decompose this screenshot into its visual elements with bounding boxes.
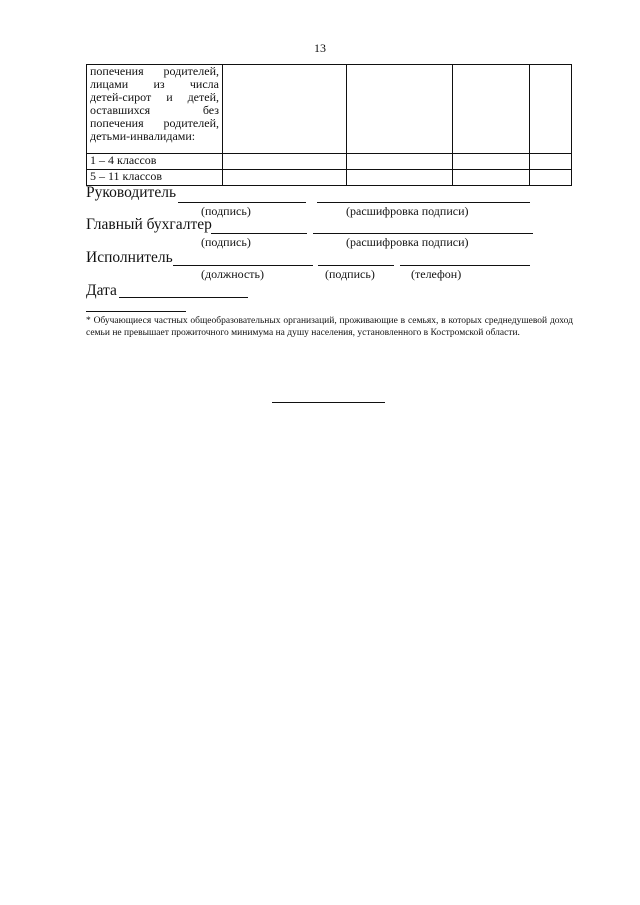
- label-line: попечения родителей,: [90, 116, 219, 130]
- label-line: детьми-инвалидами:: [90, 129, 196, 143]
- table-cell[interactable]: [453, 154, 530, 170]
- label-line: лицами из числа: [90, 77, 219, 91]
- executor-label: Исполнитель: [86, 249, 173, 266]
- head-decode-line[interactable]: [317, 202, 530, 203]
- table-cell[interactable]: [223, 170, 347, 186]
- accountant-caption-signature: (подпись): [201, 235, 251, 249]
- page-number: 13: [314, 41, 326, 55]
- head-signature-line[interactable]: [178, 202, 306, 203]
- head-caption-decode: (расшифровка подписи): [346, 204, 469, 218]
- executor-position-line[interactable]: [173, 265, 313, 266]
- head-label: Руководитель: [86, 184, 177, 201]
- end-divider: [272, 402, 385, 403]
- category-label-cell: [87, 65, 223, 154]
- table-cell[interactable]: [530, 170, 572, 186]
- footnote: * Обучающиеся частных общеобразовательных организаций, проживающие в семьях, в которых среднедушевой доход семьи не превышает прожиточного минимума на душу населения, установленного в Костромской области.: [86, 316, 573, 338]
- executor-caption-signature: (подпись): [325, 267, 375, 281]
- accountant-signature-line[interactable]: [211, 233, 307, 234]
- table-row: [87, 65, 572, 154]
- label-line: попечения родителей,: [90, 64, 219, 78]
- accountant-decode-line[interactable]: [313, 233, 533, 234]
- table-cell[interactable]: [347, 65, 453, 154]
- accountant-label: Главный бухгалтер: [86, 216, 212, 233]
- table-cell[interactable]: [223, 65, 347, 154]
- label-line: детей-сирот и детей,: [90, 90, 219, 104]
- table-cell[interactable]: [453, 65, 530, 154]
- row-label: 1 – 4 классов: [87, 154, 223, 170]
- executor-phone-line[interactable]: [400, 265, 530, 266]
- row-label: 5 – 11 классов: [87, 170, 223, 186]
- head-caption-signature: (подпись): [201, 204, 251, 218]
- executor-signature-line[interactable]: [318, 265, 394, 266]
- executor-caption-phone: (телефон): [411, 267, 462, 281]
- accountant-caption-decode: (расшифровка подписи): [346, 235, 469, 249]
- table-cell[interactable]: [453, 170, 530, 186]
- table-cell[interactable]: [347, 154, 453, 170]
- date-label: Дата: [86, 282, 117, 299]
- form-table: [86, 64, 572, 186]
- label-line: оставшихся без: [90, 103, 219, 117]
- table-cell[interactable]: [347, 170, 453, 186]
- date-line[interactable]: [119, 297, 248, 298]
- table-cell[interactable]: [223, 154, 347, 170]
- executor-caption-position: (должность): [201, 267, 264, 281]
- table-row: [87, 154, 572, 170]
- footnote-divider: [86, 311, 186, 312]
- table-cell[interactable]: [530, 154, 572, 170]
- table-cell[interactable]: [530, 65, 572, 154]
